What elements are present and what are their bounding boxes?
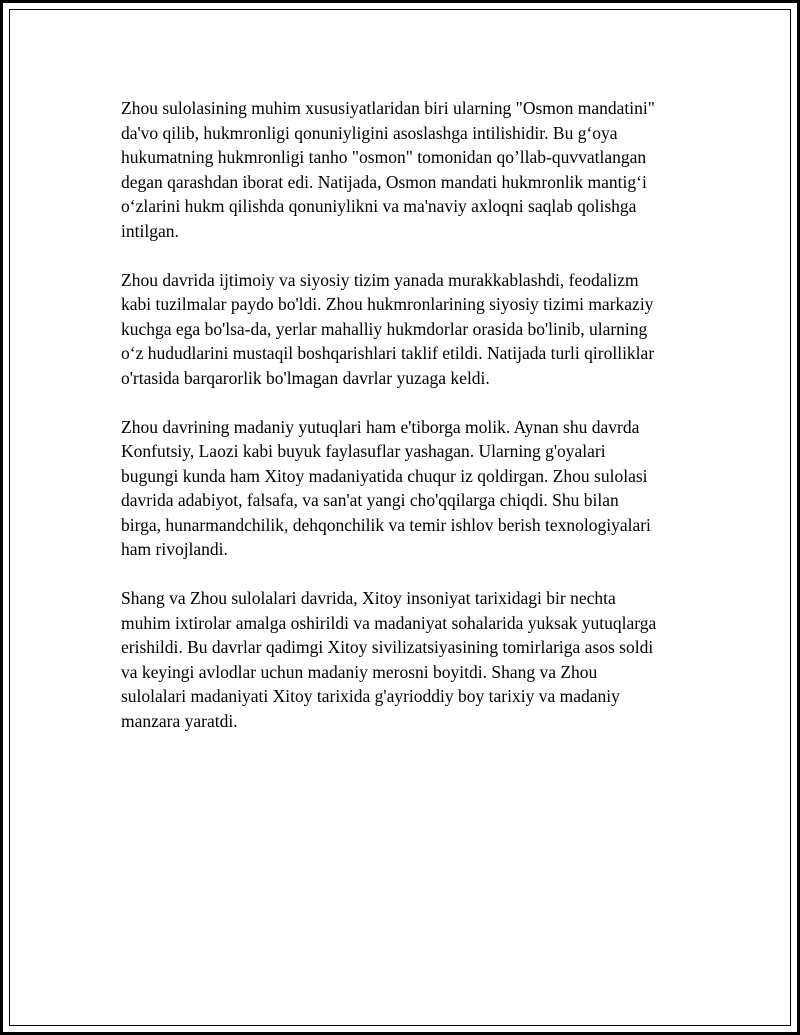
text-line: muhim ixtirolar amalga oshirildi va madaniyat sohalarida yuksak yutuqlarga	[121, 612, 657, 633]
text-line: kuchga ega bo'lsa-da, yerlar mahalliy hukmdorlar orasida bo'linib, ularning	[121, 318, 648, 339]
paragraph-1	[121, 96, 711, 243]
paragraph-2	[121, 268, 711, 391]
document-body	[121, 96, 711, 758]
text-line: intilgan.	[121, 220, 179, 241]
text-line: kabi tuzilmalar paydo bo'ldi. Zhou hukmronlarining siyosiy tizimi markaziy	[121, 294, 654, 314]
text-line: Konfutsiy, Laozi kabi buyuk faylasuflar yashagan. Ularning g'oyalari	[121, 441, 606, 461]
text-line: Zhou sulolasining muhim xususiyatlaridan biri ularning "Osmon mandatini"	[121, 98, 655, 118]
text-line: bugungi kunda ham Xitoy madaniyatida chuqur iz qoldirgan. Zhou sulolasi	[121, 465, 648, 486]
text-line: o‘z hududlarini mustaqil boshqarishlari taklif etildi. Natijada turli qirolliklar	[121, 343, 655, 363]
text-line: Zhou davrining madaniy yutuqlari ham e'tiborga molik. Aynan shu davrda	[121, 416, 640, 437]
text-line: manzara yaratdi.	[121, 710, 238, 731]
text-line: Shang va Zhou sulolalari davrida, Xitoy insoniyat tarixidagi bir nechta	[121, 588, 616, 608]
text-line: o‘zlarini hukm qilishda qonuniylikni va ma'naviy axloqni saqlab qolishga	[121, 196, 637, 216]
text-line: va keyingi avlodlar uchun madaniy merosni boyitdi. Shang va Zhou	[121, 661, 598, 682]
text-line: degan qarashdan iborat edi. Natijada, Osmon mandati hukmronlik mantig‘i	[121, 171, 647, 192]
text-line: hukumatning hukmronligi tanho "osmon" tomonidan qo’llab-quvvatlangan	[121, 147, 647, 167]
text-line: erishildi. Bu davrlar qadimgi Xitoy sivilizatsiyasining tomirlariga asos soldi	[121, 637, 654, 657]
text-line: da'vo qilib, hukmronligi qonuniyligini asoslashga intilishidir. Bu g‘oya	[121, 122, 618, 143]
paragraph-3	[121, 415, 711, 562]
text-line: birga, hunarmandchilik, dehqonchilik va temir ishlov berish texnologiyalari	[121, 514, 651, 535]
text-line: ham rivojlandi.	[121, 539, 228, 559]
text-line: davrida adabiyot, falsafa, va san'at yangi cho'qqilarga chiqdi. Shu bilan	[121, 490, 619, 510]
text-line: Zhou davrida ijtimoiy va siyosiy tizim yanada murakkablashdi, feodalizm	[121, 269, 639, 290]
text-line: o'rtasida barqarorlik bo'lmagan davrlar yuzaga keldi.	[121, 367, 490, 388]
paragraph-4	[121, 586, 711, 733]
text-line: sulolalari madaniyati Xitoy tarixida g'ayrioddiy boy tarixiy va madaniy	[121, 686, 620, 706]
